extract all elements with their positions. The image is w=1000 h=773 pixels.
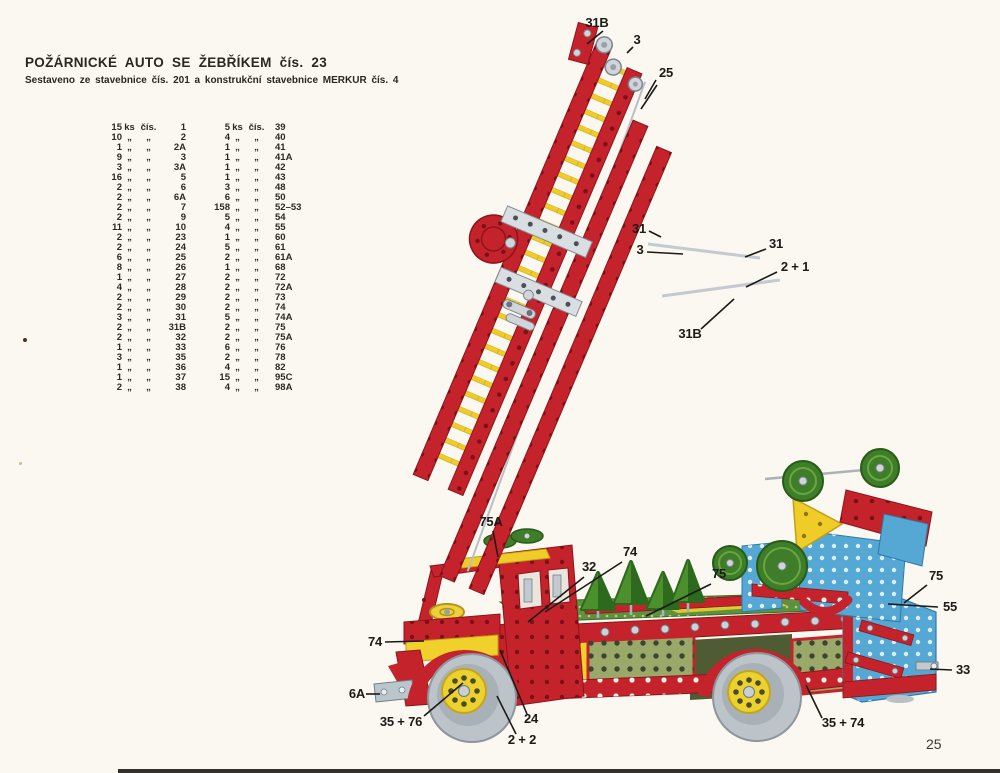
part-quantity: 8 [116, 262, 122, 273]
part-number-label: „ [254, 242, 259, 253]
part-quantity: 2 [116, 192, 122, 203]
part-quantity: 1 [116, 272, 122, 283]
callout-line [930, 669, 952, 670]
part-quantity: 16 [111, 172, 122, 183]
part-unit: „ [127, 272, 132, 283]
part-number: 42 [275, 162, 286, 173]
callout-line [904, 585, 927, 603]
part-unit: „ [235, 372, 240, 383]
part-quantity: 2 [224, 322, 230, 333]
part-unit: „ [235, 152, 240, 163]
part-number: 61A [275, 252, 293, 263]
part-quantity: 6 [224, 192, 230, 203]
part-number-label: „ [254, 332, 259, 343]
part-unit: „ [127, 152, 132, 163]
part-number: 28 [175, 282, 186, 293]
part-quantity: 2 [224, 272, 230, 283]
callout-label-74-deck: 74 [622, 544, 638, 559]
part-unit: „ [127, 192, 132, 203]
callout-label-31B-mid: 31B [678, 326, 702, 341]
part-quantity: 2 [116, 182, 122, 193]
callout-label-35-plus-76: 35 + 76 [379, 714, 423, 729]
part-number-label: „ [146, 222, 151, 233]
part-unit: „ [127, 322, 132, 333]
part-number-label: „ [146, 162, 151, 173]
rear-wheel [713, 653, 801, 741]
part-unit: „ [127, 222, 132, 233]
part-quantity: 2 [224, 332, 230, 343]
part-unit: „ [235, 232, 240, 243]
part-quantity: 1 [116, 372, 122, 383]
part-quantity: 2 [116, 332, 122, 343]
part-number: 74 [275, 302, 286, 313]
callout-label-2-plus-2: 2 + 2 [507, 732, 537, 747]
part-quantity: 15 [111, 122, 122, 133]
part-number: 10 [175, 222, 186, 233]
part-quantity: 5 [224, 122, 230, 133]
part-quantity: 158 [214, 202, 230, 213]
callout-label-24: 24 [523, 711, 539, 726]
part-number: 35 [175, 352, 186, 363]
part-unit: „ [235, 282, 240, 293]
part-unit: ks [124, 122, 135, 133]
part-number: 25 [175, 252, 186, 263]
part-number-label: „ [254, 342, 259, 353]
callout-label-35-plus-74: 35 + 74 [821, 715, 865, 730]
part-number: 55 [275, 222, 286, 233]
part-number: 3A [173, 162, 186, 173]
part-number-label: „ [254, 172, 259, 183]
part-unit: „ [127, 382, 132, 393]
callout-label-25: 25 [658, 65, 674, 80]
part-number-label: „ [254, 372, 259, 383]
part-unit: „ [127, 312, 132, 323]
part-quantity: 1 [224, 152, 230, 163]
part-number-label: „ [254, 262, 259, 273]
callout-label-31-left: 31 [631, 221, 647, 236]
callout-label-55: 55 [942, 599, 958, 614]
part-number-label: „ [146, 262, 151, 273]
part-unit: „ [127, 162, 132, 173]
part-number-label: „ [146, 142, 151, 153]
part-number: 76 [275, 342, 286, 353]
part-unit: „ [235, 142, 240, 153]
part-quantity: 2 [116, 382, 122, 393]
part-number: 2 [180, 132, 186, 143]
part-number: 6 [180, 182, 186, 193]
callout-label-32: 32 [581, 559, 597, 574]
part-number: 3 [180, 152, 186, 163]
part-unit: „ [235, 312, 240, 323]
part-number-label: „ [254, 272, 259, 283]
part-number-label: „ [254, 352, 259, 363]
part-unit: „ [235, 272, 240, 283]
part-number-label: „ [146, 302, 151, 313]
part-number-label: „ [254, 252, 259, 263]
print-speck [23, 338, 27, 342]
part-number: 41A [275, 152, 293, 163]
part-unit: „ [127, 202, 132, 213]
part-unit: „ [235, 172, 240, 183]
part-unit: „ [127, 252, 132, 263]
part-number: 33 [175, 342, 186, 353]
part-unit: „ [235, 292, 240, 303]
part-number: 32 [175, 332, 186, 343]
part-quantity: 1 [116, 142, 122, 153]
callout-label-6A: 6A [348, 686, 366, 701]
part-number-label: „ [254, 312, 259, 323]
callout-line [649, 231, 661, 237]
part-unit: „ [235, 222, 240, 233]
part-unit: „ [235, 212, 240, 223]
part-number-label: „ [146, 212, 151, 223]
part-number-label: „ [254, 302, 259, 313]
part-unit: „ [127, 132, 132, 143]
part-quantity: 1 [224, 232, 230, 243]
part-unit: „ [235, 362, 240, 373]
part-number: 52–53 [275, 202, 302, 213]
part-quantity: 5 [224, 312, 230, 323]
ladder-rod [648, 244, 760, 258]
part-number-label: „ [146, 172, 151, 183]
part-number: 75 [275, 322, 286, 333]
part-unit: „ [235, 302, 240, 313]
part-number-label: „ [254, 202, 259, 213]
callout-line [746, 272, 777, 287]
page-subtitle: Sestaveno ze stavebnice čís. 201 a konstrukční stavebnice MERKUR čís. 4 [25, 75, 399, 86]
part-unit: „ [127, 182, 132, 193]
part-number: 60 [275, 232, 286, 243]
part-number: 41 [275, 142, 286, 153]
part-number-label: „ [146, 282, 151, 293]
part-unit: „ [127, 362, 132, 373]
part-quantity: 4 [224, 132, 230, 143]
part-quantity: 3 [116, 162, 122, 173]
part-number-label: „ [254, 132, 259, 143]
part-unit: „ [127, 352, 132, 363]
part-quantity: 2 [224, 302, 230, 313]
part-number-label: „ [146, 372, 151, 383]
part-quantity: 10 [111, 132, 122, 143]
extension-ladder [342, 13, 705, 594]
part-number-label: „ [146, 322, 151, 333]
part-number: 5 [180, 172, 186, 183]
part-number: 98A [275, 382, 293, 393]
part-unit: „ [127, 302, 132, 313]
part-number-label: „ [146, 252, 151, 263]
part-number-label: „ [254, 192, 259, 203]
part-quantity: 3 [116, 312, 122, 323]
part-unit: „ [235, 182, 240, 193]
part-quantity: 6 [224, 342, 230, 353]
part-quantity: 3 [224, 182, 230, 193]
part-number: 40 [275, 132, 286, 143]
part-number: 38 [175, 382, 186, 393]
part-unit: „ [235, 382, 240, 393]
part-number-label: „ [146, 132, 151, 143]
part-quantity: 4 [224, 222, 230, 233]
part-number: 30 [175, 302, 186, 313]
part-unit: ks [232, 122, 243, 133]
part-number-label: čís. [140, 122, 157, 133]
part-number: 2A [173, 142, 186, 153]
part-number-label: „ [146, 382, 151, 393]
part-number-label: „ [254, 162, 259, 173]
part-number-label: „ [146, 352, 151, 363]
part-number: 43 [275, 172, 286, 183]
part-number: 68 [275, 262, 286, 273]
part-number-label: „ [254, 152, 259, 163]
part-unit: „ [127, 232, 132, 243]
part-quantity: 2 [116, 242, 122, 253]
part-quantity: 6 [116, 252, 122, 263]
part-quantity: 4 [224, 382, 230, 393]
ladder-rod [662, 280, 780, 296]
part-quantity: 1 [224, 262, 230, 273]
part-number-label: čís. [248, 122, 265, 133]
part-number: 26 [175, 262, 186, 273]
part-number-label: „ [254, 362, 259, 373]
green-pulley [757, 541, 807, 591]
callout-label-75-deck: 75 [711, 566, 727, 581]
page-number: 25 [926, 736, 942, 752]
part-number-label: „ [146, 272, 151, 283]
part-number: 78 [275, 352, 286, 363]
part-unit: „ [127, 212, 132, 223]
part-number-label: „ [254, 212, 259, 223]
part-quantity: 15 [219, 372, 230, 383]
part-number: 27 [175, 272, 186, 283]
part-unit: „ [235, 202, 240, 213]
part-number-label: „ [254, 382, 259, 393]
part-quantity: 1 [224, 162, 230, 173]
part-unit: „ [235, 242, 240, 253]
part-number-label: „ [254, 182, 259, 193]
part-quantity: 2 [116, 302, 122, 313]
part-quantity: 2 [224, 292, 230, 303]
part-unit: „ [235, 162, 240, 173]
part-number: 74A [275, 312, 293, 323]
part-number-label: „ [146, 342, 151, 353]
callout-line [385, 641, 424, 642]
part-number: 29 [175, 292, 186, 303]
part-number-label: „ [146, 232, 151, 243]
part-number: 72A [275, 282, 293, 293]
part-unit: „ [127, 332, 132, 343]
callout-label-3-mid: 3 [636, 242, 644, 257]
callout-label-75A: 75A [479, 514, 503, 529]
callout-label-74-left: 74 [367, 634, 383, 649]
part-number: 24 [175, 242, 186, 253]
part-quantity: 2 [116, 212, 122, 223]
part-number: 72 [275, 272, 286, 283]
part-number-label: „ [146, 242, 151, 253]
callout-label-75-right: 75 [928, 568, 944, 583]
print-speck [19, 462, 22, 465]
part-number: 75A [275, 332, 293, 343]
part-number: 39 [275, 122, 286, 133]
part-number: 9 [180, 212, 186, 223]
part-unit: „ [127, 242, 132, 253]
part-quantity: 2 [224, 352, 230, 363]
part-number: 31B [168, 322, 186, 333]
part-quantity: 11 [111, 222, 122, 233]
part-quantity: 5 [224, 212, 230, 223]
part-unit: „ [127, 282, 132, 293]
part-number-label: „ [254, 292, 259, 303]
ladder-rungs [433, 52, 630, 477]
part-unit: „ [127, 342, 132, 353]
part-number-label: „ [146, 292, 151, 303]
part-quantity: 5 [224, 242, 230, 253]
part-quantity: 1 [224, 142, 230, 153]
part-number-label: „ [254, 232, 259, 243]
part-number: 7 [180, 202, 186, 213]
part-number-label: „ [254, 282, 259, 293]
part-unit: „ [127, 172, 132, 183]
part-quantity: 2 [224, 282, 230, 293]
callout-label-31B-top: 31B [585, 15, 609, 30]
page-bottom-edge [118, 769, 1000, 773]
part-quantity: 1 [116, 362, 122, 373]
part-unit: „ [235, 322, 240, 333]
part-number: 48 [275, 182, 286, 193]
part-number: 6A [173, 192, 186, 203]
part-unit: „ [235, 192, 240, 203]
part-quantity: 2 [116, 292, 122, 303]
part-number: 50 [275, 192, 286, 203]
callout-line [647, 252, 683, 254]
part-quantity: 1 [224, 172, 230, 183]
part-unit: „ [235, 332, 240, 343]
green-pulley [861, 449, 899, 487]
callout-line [627, 47, 633, 53]
part-quantity: 2 [224, 252, 230, 263]
part-number-label: „ [254, 322, 259, 333]
part-unit: „ [235, 252, 240, 263]
part-unit: „ [127, 262, 132, 273]
part-unit: „ [235, 262, 240, 273]
part-number-label: „ [146, 312, 151, 323]
part-number-label: „ [146, 182, 151, 193]
front-wheel [428, 654, 516, 742]
part-quantity: 2 [116, 232, 122, 243]
page-title: POŽÁRNICKÉ AUTO SE ŽEBŘÍKEM čís. 23 [25, 55, 328, 70]
part-number: 37 [175, 372, 186, 383]
rear-foot [886, 695, 914, 703]
part-unit: „ [127, 292, 132, 303]
part-number-label: „ [146, 202, 151, 213]
callout-line [701, 299, 734, 329]
callout-label-2-plus-1: 2 + 1 [780, 259, 810, 274]
callout-label-31-right: 31 [768, 236, 784, 251]
part-number: 1 [180, 122, 186, 133]
callout-line [745, 249, 766, 257]
part-unit: „ [127, 372, 132, 383]
part-number: 54 [275, 212, 286, 223]
callout-label-33: 33 [955, 662, 971, 677]
part-number: 31 [175, 312, 186, 323]
part-quantity: 3 [116, 352, 122, 363]
part-number: 36 [175, 362, 186, 373]
part-number-label: „ [146, 192, 151, 203]
part-unit: „ [235, 132, 240, 143]
part-quantity: 2 [116, 322, 122, 333]
part-number: 23 [175, 232, 186, 243]
part-number-label: „ [254, 142, 259, 153]
part-number: 82 [275, 362, 286, 373]
ladder-base-assembly [713, 449, 932, 622]
callout-label-3-top: 3 [633, 32, 641, 47]
part-unit: „ [235, 352, 240, 363]
part-number-label: „ [254, 222, 259, 233]
part-number-label: „ [146, 152, 151, 163]
part-unit: „ [235, 342, 240, 353]
part-quantity: 9 [116, 152, 122, 163]
part-number: 73 [275, 292, 286, 303]
part-number-label: „ [146, 332, 151, 343]
part-unit: „ [127, 142, 132, 153]
part-quantity: 1 [116, 342, 122, 353]
part-number: 61 [275, 242, 286, 253]
part-number: 95C [275, 372, 293, 383]
part-quantity: 2 [116, 202, 122, 213]
green-pulley [783, 461, 823, 501]
part-quantity: 4 [224, 362, 230, 373]
part-number-label: „ [146, 362, 151, 373]
part-quantity: 4 [116, 282, 122, 293]
